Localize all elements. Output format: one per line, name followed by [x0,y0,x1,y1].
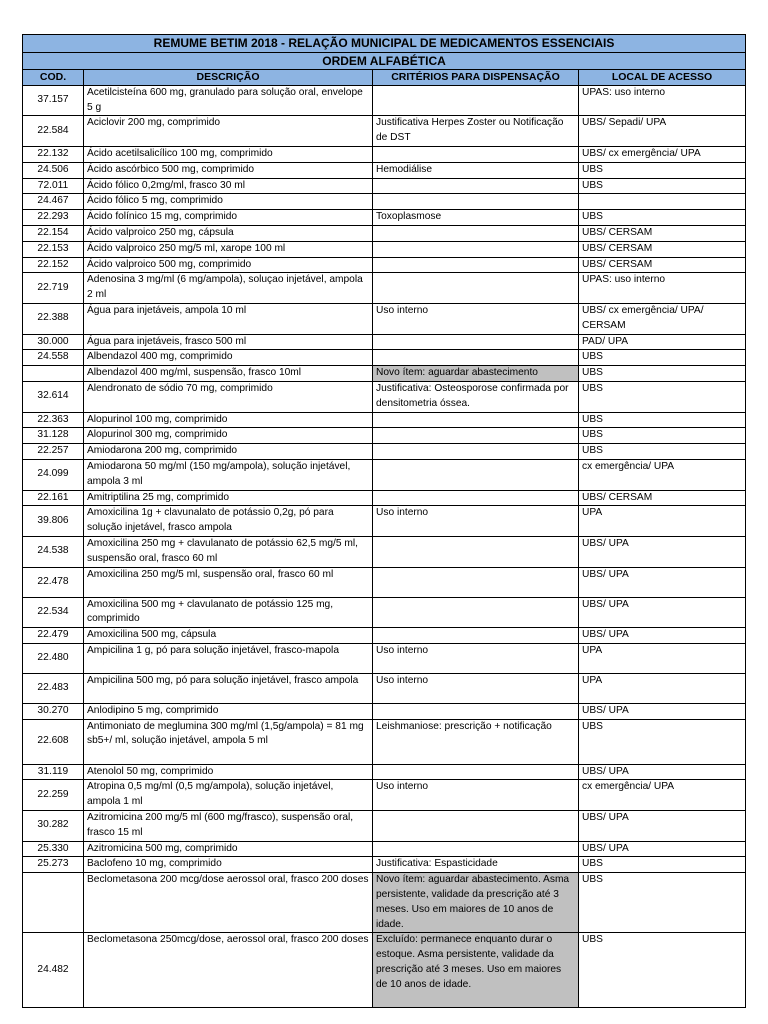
code-cell: 22.479 [23,628,84,644]
description-cell: Ácido valproico 250 mg/5 ml, xarope 100 ml [84,241,373,257]
code-cell: 22.608 [23,719,84,764]
access-cell: UPA [579,673,746,703]
criteria-cell [373,334,579,350]
code-cell: 22.719 [23,273,84,304]
table-row [23,857,746,873]
description-cell: Ácido acetilsalicílico 100 mg, comprimido [84,146,373,162]
description-cell: Azitromicina 200 mg/5 ml (600 mg/frasco), suspensão oral, frasco 15 ml [84,811,373,842]
access-cell: UBS [579,210,746,226]
criteria-cell [373,444,579,460]
table-row [23,381,746,412]
access-cell: UBS/ CERSAM [579,257,746,273]
table-row [23,567,746,597]
access-cell: UBS [579,366,746,382]
criteria-cell [373,567,579,597]
criteria-cell: Uso interno [373,673,579,703]
description-cell: Amiodarona 200 mg, comprimido [84,444,373,460]
access-cell: UBS/ UPA [579,597,746,628]
code-cell: 22.363 [23,412,84,428]
description-cell: Amoxicilina 500 mg, cápsula [84,628,373,644]
code-cell: 37.157 [23,85,84,116]
criteria-cell: Excluído: permanece enquanto durar o estoque. Asma persistente, validade da prescrição até 3 meses. Uso em maiores de 10 anos de idade. [373,933,579,1008]
table-row [23,780,746,811]
table-row [23,719,746,764]
table-row [23,643,746,673]
criteria-cell [373,764,579,780]
access-cell: UBS/ UPA [579,811,746,842]
criteria-cell [373,412,579,428]
access-cell: UBS [579,350,746,366]
access-cell: UPAS: uso interno [579,273,746,304]
criteria-cell: Novo ítem: aguardar abastecimento [373,366,579,382]
code-cell: 24.482 [23,933,84,1008]
code-cell: 22.534 [23,597,84,628]
access-cell: UBS/ UPA [579,703,746,719]
access-cell: UBS [579,719,746,764]
table-row [23,873,746,933]
description-cell: Ácido folínico 15 mg, comprimido [84,210,373,226]
code-cell: 22.584 [23,116,84,147]
table-row [23,85,746,116]
table-row [23,536,746,567]
criteria-cell [373,536,579,567]
code-cell: 22.480 [23,643,84,673]
criteria-cell: Uso interno [373,506,579,537]
code-cell: 22.293 [23,210,84,226]
criteria-cell [373,459,579,490]
code-cell: 24.099 [23,459,84,490]
description-cell: Azitromicina 500 mg, comprimido [84,841,373,857]
column-header-criteria: CRITÉRIOS PARA DISPENSAÇÃO [373,70,579,86]
code-cell: 22.152 [23,257,84,273]
description-cell: Ampicilina 500 mg, pó para solução injetável, frasco ampola [84,673,373,703]
criteria-cell: Leishmaniose: prescrição + notificação [373,719,579,764]
criteria-cell: Justificativa: Osteosporose confirmada por densitometria óssea. [373,381,579,412]
description-cell: Ácido fólico 5 mg, comprimido [84,194,373,210]
access-cell: UPAS: uso interno [579,85,746,116]
description-cell: Ampicilina 1 g, pó para solução injetável, frasco-mapola [84,643,373,673]
medicines-table [22,34,746,1008]
code-cell: 24.467 [23,194,84,210]
table-row [23,178,746,194]
criteria-cell [373,194,579,210]
criteria-cell: Toxoplasmose [373,210,579,226]
access-cell: UBS/ UPA [579,567,746,597]
access-cell: UBS [579,873,746,933]
description-cell: Beclometasona 200 mcg/dose aerossol oral, frasco 200 doses [84,873,373,933]
table-row [23,257,746,273]
access-cell: UBS/ UPA [579,536,746,567]
criteria-cell: Justificativa: Espasticidade [373,857,579,873]
code-cell: 25.330 [23,841,84,857]
access-cell [579,194,746,210]
description-cell: Albendazol 400 mg/ml, suspensão, frasco 10ml [84,366,373,382]
access-cell: cx emergência/ UPA [579,459,746,490]
code-cell: 24.538 [23,536,84,567]
table-row [23,116,746,147]
criteria-cell [373,597,579,628]
table-row [23,366,746,382]
access-cell: UBS [579,428,746,444]
code-cell: 22.478 [23,567,84,597]
access-cell: UBS [579,178,746,194]
criteria-cell: Uso interno [373,303,579,334]
table-row [23,444,746,460]
description-cell: Amoxicilina 500 mg + clavulanato de potássio 125 mg, comprimido [84,597,373,628]
description-cell: Amoxicilina 250 mg/5 ml, suspensão oral, frasco 60 ml [84,567,373,597]
column-header-access: LOCAL DE ACESSO [579,70,746,86]
criteria-cell [373,811,579,842]
access-cell: UBS [579,381,746,412]
criteria-cell: Justificativa Herpes Zoster ou Notificação de DST [373,116,579,147]
table-row [23,428,746,444]
criteria-cell [373,841,579,857]
description-cell: Amiodarona 50 mg/ml (150 mg/ampola), solução injetável, ampola 3 ml [84,459,373,490]
document-title: REMUME BETIM 2018 - RELAÇÃO MUNICIPAL DE MEDICAMENTOS ESSENCIAIS [23,35,746,53]
column-header-code: COD. [23,70,84,86]
description-cell: Ácido ascórbico 500 mg, comprimido [84,162,373,178]
description-cell: Alopurinol 300 mg, comprimido [84,428,373,444]
code-cell: 31.128 [23,428,84,444]
description-cell: Ácido fólico 0,2mg/ml, frasco 30 ml [84,178,373,194]
access-cell: UBS/ UPA [579,764,746,780]
code-cell: 22.154 [23,225,84,241]
description-cell: Adenosina 3 mg/ml (6 mg/ampola), soluçao injetável, ampola 2 ml [84,273,373,304]
criteria-cell [373,178,579,194]
access-cell: UBS [579,162,746,178]
description-cell: Atropina 0,5 mg/ml (0,5 mg/ampola), solução injetável, ampola 1 ml [84,780,373,811]
criteria-cell [373,490,579,506]
access-cell: UBS/ CERSAM [579,241,746,257]
description-cell: Água para injetáveis, ampola 10 ml [84,303,373,334]
description-cell: Atenolol 50 mg, comprimido [84,764,373,780]
column-header-description: DESCRIÇÃO [84,70,373,86]
criteria-cell [373,428,579,444]
code-cell: 24.558 [23,350,84,366]
code-cell: 39.806 [23,506,84,537]
document-subtitle: ORDEM ALFABÉTICA [23,53,746,70]
description-cell: Baclofeno 10 mg, comprimido [84,857,373,873]
criteria-cell: Uso interno [373,643,579,673]
access-cell: UBS [579,933,746,1008]
table-row [23,273,746,304]
table-row [23,673,746,703]
table-row [23,506,746,537]
description-cell: Albendazol 400 mg, comprimido [84,350,373,366]
table-row [23,933,746,1008]
code-cell: 31.119 [23,764,84,780]
access-cell: UBS/ cx emergência/ UPA [579,146,746,162]
code-cell: 25.273 [23,857,84,873]
access-cell: UBS/ UPA [579,841,746,857]
table-row [23,241,746,257]
criteria-cell: Novo ítem: aguardar abastecimento. Asma persistente, validade da prescrição até 3 meses. Uso em maiores de 10 anos de idade. [373,873,579,933]
table-row [23,597,746,628]
code-cell: 22.153 [23,241,84,257]
description-cell: Água para injetáveis, frasco 500 ml [84,334,373,350]
access-cell: UBS [579,412,746,428]
code-cell: 30.282 [23,811,84,842]
table-row [23,225,746,241]
code-cell: 22.483 [23,673,84,703]
table-row [23,841,746,857]
criteria-cell [373,85,579,116]
criteria-cell: Uso interno [373,780,579,811]
code-cell [23,366,84,382]
table-row [23,162,746,178]
description-cell: Beclometasona 250mcg/dose, aerossol oral, frasco 200 doses [84,933,373,1008]
table-row [23,628,746,644]
access-cell: cx emergência/ UPA [579,780,746,811]
access-cell: UBS/ cx emergência/ UPA/ CERSAM [579,303,746,334]
table-row [23,703,746,719]
description-cell: Ácido valproico 500 mg, comprimido [84,257,373,273]
access-cell: UBS/ Sepadi/ UPA [579,116,746,147]
description-cell: Acetilcisteína 600 mg, granulado para solução oral, envelope 5 g [84,85,373,116]
table-row [23,412,746,428]
code-cell: 22.259 [23,780,84,811]
access-cell: UBS [579,857,746,873]
code-cell: 30.270 [23,703,84,719]
criteria-cell [373,225,579,241]
table-body [23,85,746,1008]
description-cell: Alendronato de sódio 70 mg, comprimido [84,381,373,412]
table-row [23,210,746,226]
criteria-cell [373,257,579,273]
table-row [23,303,746,334]
code-cell: 32.614 [23,381,84,412]
description-cell: Alopurinol 100 mg, comprimido [84,412,373,428]
access-cell: UBS/ CERSAM [579,490,746,506]
table-row [23,764,746,780]
table-row [23,459,746,490]
criteria-cell: Hemodiálise [373,162,579,178]
access-cell: UBS [579,444,746,460]
table-row [23,194,746,210]
code-cell [23,873,84,933]
access-cell: UPA [579,506,746,537]
table-row [23,146,746,162]
access-cell: PAD/ UPA [579,334,746,350]
criteria-cell [373,146,579,162]
criteria-cell [373,628,579,644]
code-cell: 22.161 [23,490,84,506]
table-row [23,334,746,350]
table-row [23,490,746,506]
code-cell: 22.257 [23,444,84,460]
description-cell: Aciclovir 200 mg, comprimido [84,116,373,147]
code-cell: 72.011 [23,178,84,194]
access-cell: UBS/ UPA [579,628,746,644]
description-cell: Ácido valproico 250 mg, cápsula [84,225,373,241]
description-cell: Amoxicilina 1g + clavunalato de potássio 0,2g, pó para solução injetável, frasco ampola [84,506,373,537]
table-row [23,350,746,366]
code-cell: 24.506 [23,162,84,178]
description-cell: Antimoniato de meglumina 300 mg/ml (1,5g/ampola) = 81 mg sb5+/ ml, solução injetável, ampola 5 ml [84,719,373,764]
description-cell: Amitriptilina 25 mg, comprimido [84,490,373,506]
table-row [23,811,746,842]
access-cell: UBS/ CERSAM [579,225,746,241]
code-cell: 22.132 [23,146,84,162]
description-cell: Amoxicilina 250 mg + clavulanato de potássio 62,5 mg/5 ml, suspensão oral, frasco 60 ml [84,536,373,567]
code-cell: 30.000 [23,334,84,350]
access-cell: UPA [579,643,746,673]
criteria-cell [373,273,579,304]
criteria-cell [373,241,579,257]
description-cell: Anlodipino 5 mg, comprimido [84,703,373,719]
criteria-cell [373,703,579,719]
code-cell: 22.388 [23,303,84,334]
criteria-cell [373,350,579,366]
